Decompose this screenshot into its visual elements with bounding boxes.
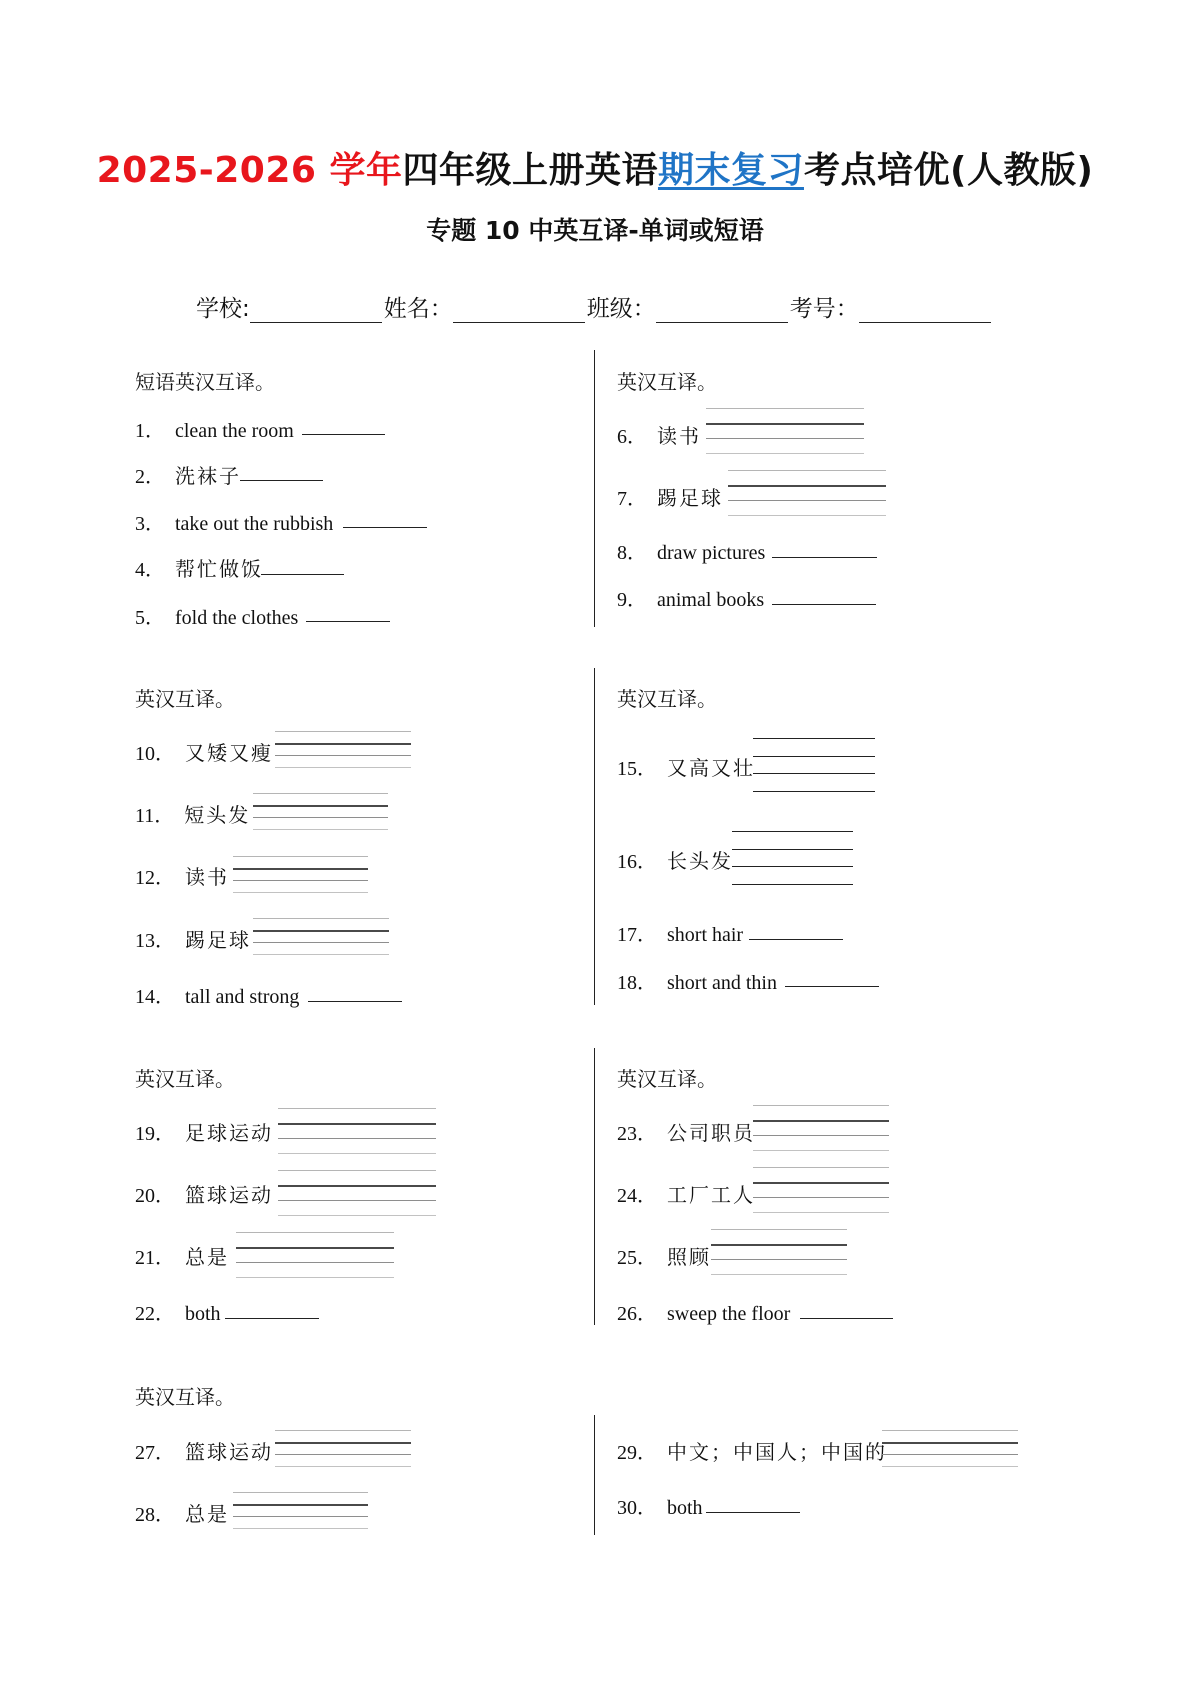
question-number: 25． bbox=[617, 1247, 657, 1269]
school-field[interactable] bbox=[250, 298, 382, 323]
question-number: 21． bbox=[135, 1247, 175, 1269]
answer-lines[interactable] bbox=[253, 793, 388, 830]
question-number: 7． bbox=[617, 488, 647, 510]
question-number: 14． bbox=[135, 986, 175, 1008]
column-divider bbox=[594, 350, 595, 627]
class-field[interactable] bbox=[656, 298, 788, 323]
answer-blank[interactable] bbox=[308, 1001, 402, 1002]
question-item bbox=[617, 1436, 887, 1465]
question-text: 足球运动 bbox=[185, 1121, 273, 1145]
name-field[interactable] bbox=[453, 298, 585, 323]
question-item bbox=[135, 1297, 221, 1326]
question-number: 6． bbox=[617, 426, 647, 448]
question-item bbox=[617, 1179, 755, 1208]
section-heading: 短语英汉互译。 bbox=[135, 370, 275, 394]
answer-lines[interactable] bbox=[278, 1170, 436, 1216]
answer-blank[interactable] bbox=[302, 434, 385, 435]
question-item bbox=[135, 1117, 273, 1146]
question-item bbox=[135, 1498, 229, 1527]
question-text: 长头发 bbox=[667, 849, 733, 873]
question-text: 又矮又瘦 bbox=[185, 741, 273, 765]
question-text: draw pictures bbox=[657, 542, 766, 564]
page-subtitle: 专题 10 中英互译-单词或短语 bbox=[426, 216, 764, 245]
question-item bbox=[617, 752, 755, 781]
question-text: 总是 bbox=[185, 1502, 229, 1526]
question-number: 30． bbox=[617, 1497, 657, 1519]
question-number: 24． bbox=[617, 1185, 657, 1207]
question-number: 23． bbox=[617, 1123, 657, 1145]
question-item bbox=[617, 482, 723, 511]
question-number: 19． bbox=[135, 1123, 175, 1145]
section-heading: 英汉互译。 bbox=[617, 370, 717, 394]
page-title bbox=[0, 142, 1190, 193]
question-item bbox=[135, 737, 273, 766]
question-item bbox=[135, 601, 298, 630]
question-text: 又高又壮 bbox=[667, 756, 755, 780]
answer-blank[interactable] bbox=[225, 1318, 319, 1319]
answer-lines[interactable] bbox=[732, 831, 853, 885]
section-heading: 英汉互译。 bbox=[617, 1067, 717, 1091]
question-number: 5． bbox=[135, 607, 165, 629]
question-text: short hair bbox=[667, 924, 744, 946]
answer-blank[interactable] bbox=[749, 939, 843, 940]
question-text: 总是 bbox=[185, 1245, 229, 1269]
question-text: sweep the floor bbox=[667, 1303, 791, 1325]
title-topic: 考点培优(人教版) bbox=[803, 150, 1094, 191]
answer-lines[interactable] bbox=[753, 1105, 889, 1151]
question-item bbox=[617, 1491, 703, 1520]
answer-lines[interactable] bbox=[728, 470, 886, 516]
section-heading: 英汉互译。 bbox=[617, 687, 717, 711]
column-divider bbox=[594, 1048, 595, 1325]
answer-lines[interactable] bbox=[882, 1430, 1018, 1467]
question-number: 17． bbox=[617, 924, 657, 946]
question-number: 28． bbox=[135, 1504, 175, 1526]
answer-blank[interactable] bbox=[261, 574, 344, 575]
question-text: 篮球运动 bbox=[185, 1183, 273, 1207]
question-item bbox=[617, 966, 777, 995]
name-label: 姓名： bbox=[383, 296, 453, 322]
answer-lines[interactable] bbox=[253, 918, 389, 955]
answer-blank[interactable] bbox=[306, 621, 390, 622]
section-heading: 英汉互译。 bbox=[135, 687, 235, 711]
answer-lines[interactable] bbox=[233, 1492, 368, 1529]
question-text: 公司职员 bbox=[667, 1121, 755, 1145]
question-item bbox=[135, 861, 229, 890]
question-number: 1． bbox=[135, 420, 165, 442]
question-number: 3． bbox=[135, 513, 165, 535]
answer-blank[interactable] bbox=[785, 986, 879, 987]
question-item bbox=[617, 1117, 755, 1146]
question-number: 8． bbox=[617, 542, 647, 564]
question-number: 29． bbox=[617, 1442, 657, 1464]
question-number: 4． bbox=[135, 559, 165, 581]
question-text: take out the rubbish bbox=[175, 513, 334, 535]
answer-blank[interactable] bbox=[772, 604, 876, 605]
question-number: 12． bbox=[135, 867, 175, 889]
answer-lines[interactable] bbox=[275, 731, 411, 768]
question-text: fold the clothes bbox=[175, 607, 299, 629]
question-item bbox=[617, 420, 701, 449]
answer-blank[interactable] bbox=[343, 527, 427, 528]
answer-lines[interactable] bbox=[753, 738, 875, 792]
exam-number-label: 考号： bbox=[789, 296, 859, 322]
question-number: 2． bbox=[135, 466, 165, 488]
question-number: 11． bbox=[135, 805, 175, 827]
school-label: 学校: bbox=[196, 296, 250, 322]
title-year: 2025-2026 学年 bbox=[96, 150, 403, 191]
question-text: 中文；中国人；中国的 bbox=[667, 1440, 887, 1464]
question-number: 20． bbox=[135, 1185, 175, 1207]
answer-lines[interactable] bbox=[236, 1232, 394, 1278]
answer-lines[interactable] bbox=[706, 408, 864, 454]
question-text: 帮忙做饭 bbox=[175, 557, 263, 581]
answer-blank[interactable] bbox=[772, 557, 877, 558]
answer-lines[interactable] bbox=[711, 1229, 847, 1275]
question-item bbox=[135, 507, 333, 536]
question-number: 9． bbox=[617, 589, 647, 611]
answer-blank[interactable] bbox=[800, 1318, 893, 1319]
question-number: 15． bbox=[617, 758, 657, 780]
question-text: 踢足球 bbox=[185, 928, 251, 952]
title-grade: 四年级上册英语 bbox=[402, 150, 658, 191]
question-text: 踢足球 bbox=[657, 486, 723, 510]
question-text: both bbox=[185, 1303, 221, 1325]
column-divider bbox=[594, 1415, 595, 1535]
class-label: 班级： bbox=[586, 296, 656, 322]
question-item bbox=[617, 583, 764, 612]
question-text: 读书 bbox=[185, 865, 229, 889]
question-item bbox=[135, 460, 241, 489]
title-review-link[interactable]: 期末复习 bbox=[657, 150, 804, 191]
question-item bbox=[617, 1297, 790, 1326]
question-item bbox=[617, 918, 743, 947]
question-number: 13． bbox=[135, 930, 175, 952]
question-item bbox=[135, 924, 251, 953]
question-item bbox=[135, 980, 299, 1009]
question-item bbox=[135, 1179, 273, 1208]
question-text: clean the room bbox=[175, 420, 294, 442]
question-text: 工厂工人 bbox=[667, 1183, 755, 1207]
section-heading: 英汉互译。 bbox=[135, 1385, 235, 1409]
question-number: 27． bbox=[135, 1442, 175, 1464]
question-number: 16． bbox=[617, 851, 657, 873]
question-text: both bbox=[667, 1497, 703, 1519]
question-item bbox=[135, 414, 294, 443]
answer-blank[interactable] bbox=[240, 480, 323, 481]
section-heading: 英汉互译。 bbox=[135, 1067, 235, 1091]
answer-lines[interactable] bbox=[278, 1108, 436, 1154]
question-text: 篮球运动 bbox=[185, 1440, 273, 1464]
question-text: short and thin bbox=[667, 972, 777, 994]
question-text: tall and strong bbox=[185, 986, 300, 1008]
question-number: 18． bbox=[617, 972, 657, 994]
question-text: 短头发 bbox=[184, 803, 251, 827]
question-item bbox=[135, 799, 250, 828]
question-item bbox=[617, 536, 765, 565]
answer-lines[interactable] bbox=[233, 856, 368, 893]
question-item bbox=[135, 553, 263, 582]
question-item bbox=[135, 1436, 273, 1465]
column-divider bbox=[594, 668, 595, 1005]
answer-lines[interactable] bbox=[275, 1430, 411, 1467]
question-number: 10． bbox=[135, 743, 175, 765]
question-text: 读书 bbox=[657, 424, 701, 448]
question-number: 22． bbox=[135, 1303, 175, 1325]
question-item bbox=[135, 1241, 229, 1270]
question-text: 照顾 bbox=[667, 1245, 711, 1269]
question-number: 26． bbox=[617, 1303, 657, 1325]
exam-number-field[interactable] bbox=[859, 298, 991, 323]
question-text: 洗袜子 bbox=[175, 464, 241, 488]
student-info-fields bbox=[196, 290, 993, 323]
question-text: animal books bbox=[657, 589, 765, 611]
answer-lines[interactable] bbox=[753, 1167, 889, 1213]
answer-blank[interactable] bbox=[706, 1512, 800, 1513]
question-item bbox=[617, 1241, 711, 1270]
question-item bbox=[617, 845, 733, 874]
